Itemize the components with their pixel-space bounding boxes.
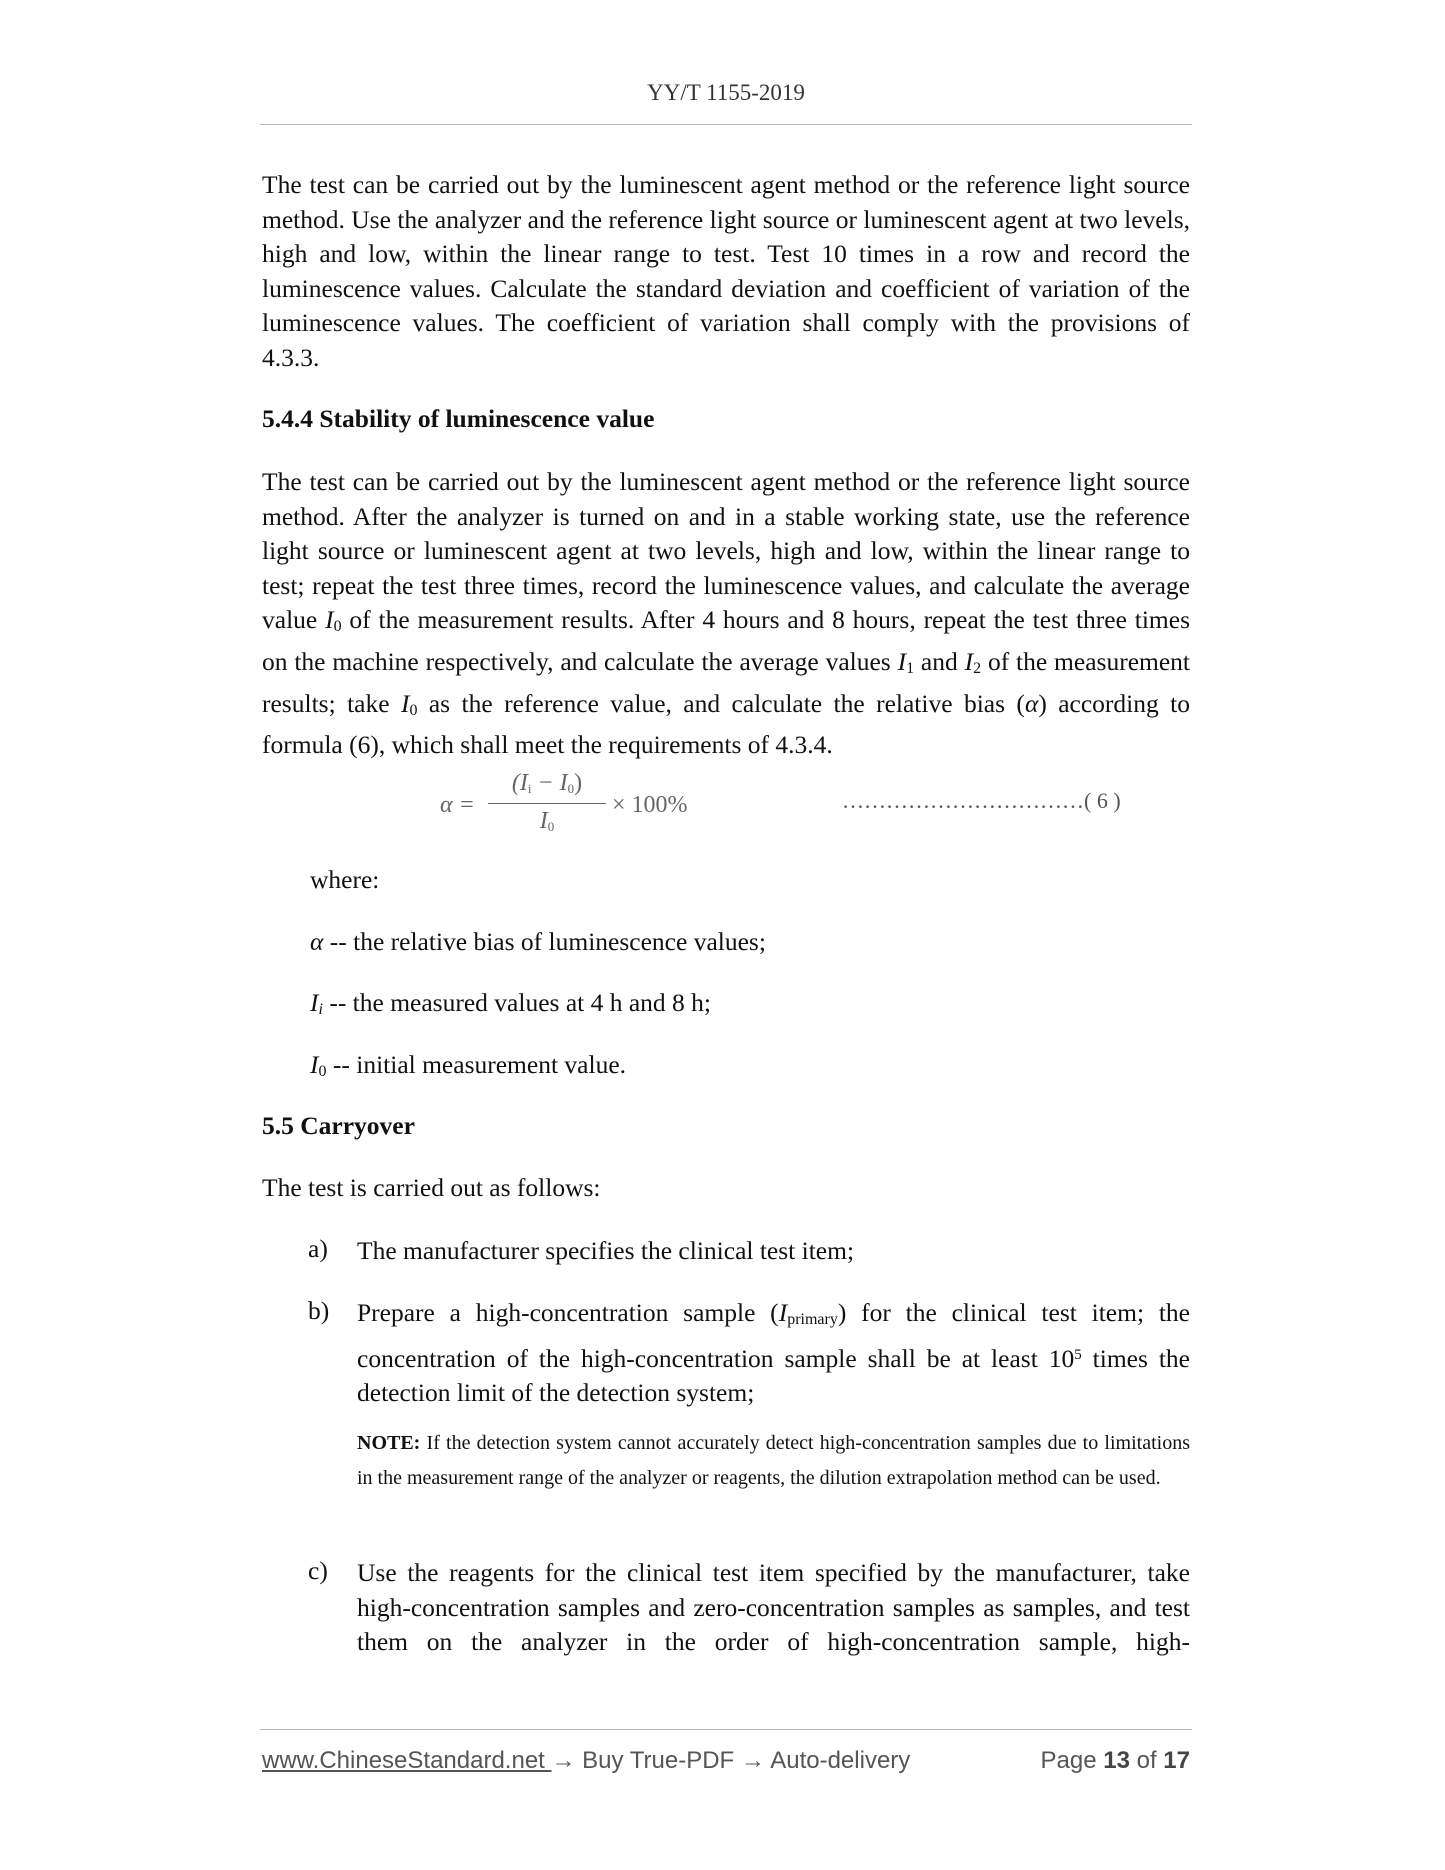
where-label: where: [310,865,380,894]
para2-text-4: of the measurement results; take [262,646,1190,718]
var-alpha: α [1024,688,1039,718]
formula-fraction-bar [488,803,606,804]
section-heading-5-4-4: 5.4.4 Stability of luminescence value [262,404,655,433]
list-item-a: The manufacturer specifies the clinical test item; [357,1236,855,1265]
delivery-text: Auto-delivery [764,1747,911,1774]
note-text: If the detection system cannot accurately detect high-concentration samples due to limitations in the measurement range of the analyzer or reagents, the dilution extrapolation method can be used. [357,1432,1190,1489]
page-header: YY/T 1155-2019 [647,80,805,105]
var-I0-sub: 0 [333,618,342,636]
formula-leader: …………………………… [842,788,1084,813]
para2-text-5: as the reference value, and calculate the relative bias ( [417,688,1025,718]
note-dilution [357,1426,1190,1495]
para2-text-1: The test can be carried out by the luminescent agent method or the reference light source method. After the analyzer is turned on and in a stable working state, use the reference light source or luminescent agent at two levels, high and low, within the linear range to test; repeat the test three times, record the luminescence values, and calculate the average value [262,467,1190,635]
list-marker-b: b) [308,1296,330,1325]
page-number: 13 [1103,1747,1130,1774]
page-indicator: Page 13 of 17 [1040,1747,1190,1774]
var-I2: I [964,646,974,676]
var-I0-ref-sub: 0 [409,701,418,719]
paragraph-repeatability: The test can be carried out by the luminescent agent method or the reference light source method. Use the analyzer and the reference light source or luminescent agent at two levels, high and low, within the linear range to test. Test 10 times in a row and record the luminescence values. Calculate the standard deviation and coefficient of variation of the luminescence values. The coefficient of variation shall comply with the provisions of 4.3.3. [262,170,1190,372]
buy-text: Buy True-PDF [575,1747,741,1774]
var-I1: I [897,646,907,676]
list-item-b: Prepare a high-concentration sample $(I_{primary})$ for the clinical test item; the concentration of the high-concentration sample shall be at least $10^5$ times the detection limit of the detection system; [357,1298,1190,1408]
formula-number [842,788,1121,814]
list-item-c: Use the reagents for the clinical test item specified by the manufacturer, take high-concentration samples and zero-concentration samples as samples, and test them on the analyzer in the order of high-concentration sample, high- [357,1558,1190,1657]
page-footer [262,1747,1190,1775]
note-label: NOTE: [357,1432,421,1454]
formula-numerator: $(I_i - I_0)$ [511,770,583,796]
formula-times-100: × 100% [612,792,688,818]
section-heading-5-5: 5.5 Carryover [262,1111,415,1140]
list-marker-a: a) [308,1234,328,1263]
var-I1-sub: 1 [906,659,915,677]
para2-text-6: ) according to formula (6), which shall meet the requirements of 4.3.4. [262,688,1191,760]
arrow-right-icon: → [740,1747,765,1774]
header-rule [260,124,1192,125]
formula-denominator: $I_0$ [539,808,555,834]
formula-label: ( 6 ) [1084,788,1121,813]
footer-rule [260,1729,1192,1730]
list-marker-c: c) [308,1556,328,1585]
where-alpha: α -- the relative bias of luminescence values; [310,927,766,956]
paragraph-stability [262,465,1190,763]
formula-lhs: α = [440,792,475,818]
paragraph-carryover-intro: The test is carried out as follows: [262,1173,601,1202]
page-total: 17 [1163,1747,1190,1774]
where-Ii: $I_i$ -- the measured values at 4 h and 8 h; [310,988,711,1018]
var-I0: I [325,605,334,635]
var-I2-sub: 2 [973,659,982,677]
var-I0-ref: I [400,688,410,718]
where-I0: $I_0$ -- initial measurement value. [310,1050,627,1080]
site-link[interactable]: www.ChineseStandard.net [262,1747,552,1774]
para2-text-2: of the measurement results. After 4 hours and 8 hours, repeat the test three times on the machine respectively, and calculate the average values [262,605,1190,676]
para2-text-3: and [914,646,965,676]
arrow-right-icon: → [551,1747,576,1774]
